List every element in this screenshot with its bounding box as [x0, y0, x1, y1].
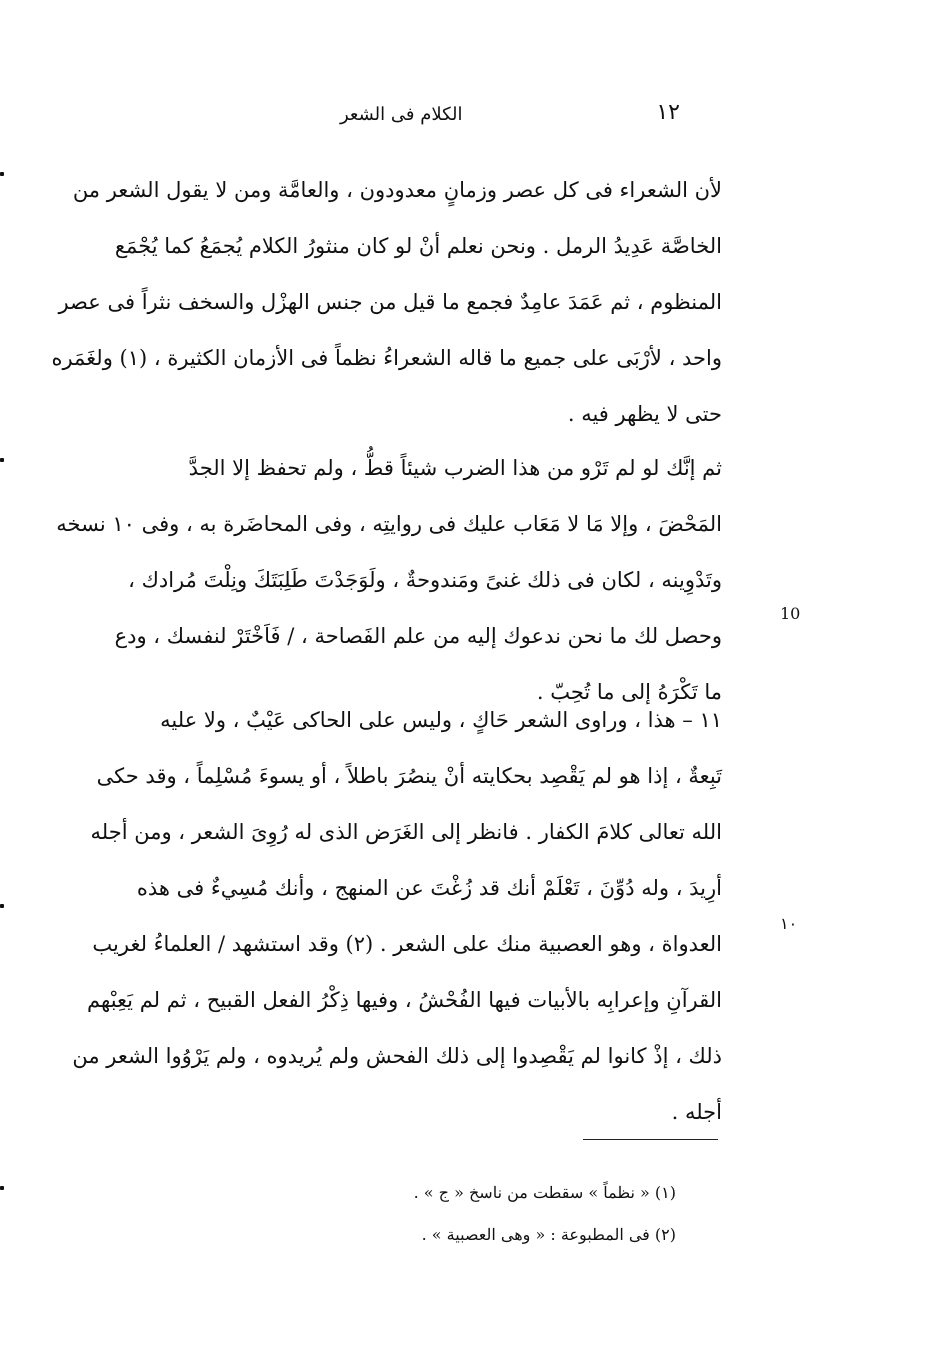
paragraph-3 — [72, 692, 722, 1140]
page-number: ١٢ — [656, 100, 680, 125]
scan-edge-mark — [0, 904, 4, 908]
text-line: حتى لا يظهر فيه . — [567, 402, 722, 426]
text-line: تَبِعةٌ ، إذا هو لم يَقْصِد بحكايته أنْ ينصُرَ باطلاً ، أو يسوءَ مُسْلِماً ، وقد حكى — [96, 764, 722, 788]
footnote: (١) « نظماً » سقطت من ناسخ « ج » . — [413, 1183, 676, 1202]
margin-line-number: 10 — [780, 604, 801, 623]
text-line: ١١ – هذا ، وراوى الشعر حَاكٍ ، وليس على الحاكى عَيْبٌ ، ولا عليه — [160, 708, 722, 732]
margin-line-number: ١٠ — [780, 914, 798, 933]
scan-edge-mark — [0, 1186, 4, 1190]
text-line: القرآنِ وإعرابِه بالأبيات فيها الفُحْشُ ، وفيها ذِكْرُ الفعل القبيح ، ثم لم يَعِبْهم — [87, 988, 722, 1012]
text-line: ما تَكْرَهُ إلى ما تُحِبّ . — [536, 680, 722, 704]
text-line: واحد ، لأرْبَى على جميع ما قاله الشعراءُ نظماً فى الأزمان الكثيرة ، (١) ولغَمَره — [51, 346, 722, 370]
text-line: العدواة ، وهو العصبية منك على الشعر . (٢) وقد استشهد / العلماءُ لغريب — [92, 932, 722, 956]
text-line: وحصل لك ما نحن ندعوك إليه من علم الفَصاحة ، / فَاَخْتَرْ لنفسك ، ودع — [114, 624, 722, 648]
scan-edge-mark — [0, 172, 4, 176]
text-line: أجله . — [671, 1100, 722, 1124]
scan-edge-mark — [0, 458, 4, 462]
footnote: (٢) فى المطبوعة : « وهى العصبية » . — [421, 1225, 676, 1244]
paragraph-1 — [51, 162, 722, 442]
text-line: أرِيدَ ، وله دُوِّنَ ، تَعْلَمْ أنك قد زُغْتَ عن المنهج ، وأنك مُسِيءٌ فى هذه — [136, 876, 722, 900]
paragraph-2 — [56, 440, 722, 720]
text-line: الخاصَّة عَدِيدُ الرمل . ونحن نعلم أنْ لو كان منثورُ الكلام يُجمَعُ كما يُجْمَع — [114, 234, 722, 258]
footnote-divider — [583, 1139, 718, 1140]
text-line: المنظوم ، ثم عَمَدَ عامِدٌ فجمع ما قيل من جنس الهزْل والسخف نثراً فى عصر — [58, 290, 722, 314]
text-line: ذلك ، إذْ كانوا لم يَقْصِدوا إلى ذلك الفحش ولم يُريدوه ، ولم يَرْوُوا الشعر من — [72, 1044, 722, 1068]
text-line: ثم إنَّك لو لم تَرْو من هذا الضرب شيئاً قطُّ ، ولم تحفظ إلا الجدَّ — [188, 456, 722, 480]
text-line: المَحْضَ ، وإلا مَا لا مَعَاب عليك فى روايتِه ، وفى المحاضَرة به ، وفى ١٠ نسخه — [56, 512, 722, 536]
footnotes — [330, 1172, 676, 1256]
running-title: الكلام فى الشعر — [340, 104, 463, 125]
page-header — [300, 100, 700, 140]
text-line: لأن الشعراء فى كل عصر وزمانٍ معدودون ، والعامَّة ومن لا يقول الشعر من — [72, 178, 722, 202]
text-line: الله تعالى كلامَ الكفار . فانظر إلى الغَرَض الذى له رُوِىَ الشعر ، ومن أجله — [90, 820, 722, 844]
text-line: وتَدْوِينه ، لكان فى ذلك غنىً ومَندوحةٌ ، ولَوَجَدْتَ طَلِبَتَكَ ونِلْتَ مُرادك ، — [128, 568, 722, 592]
